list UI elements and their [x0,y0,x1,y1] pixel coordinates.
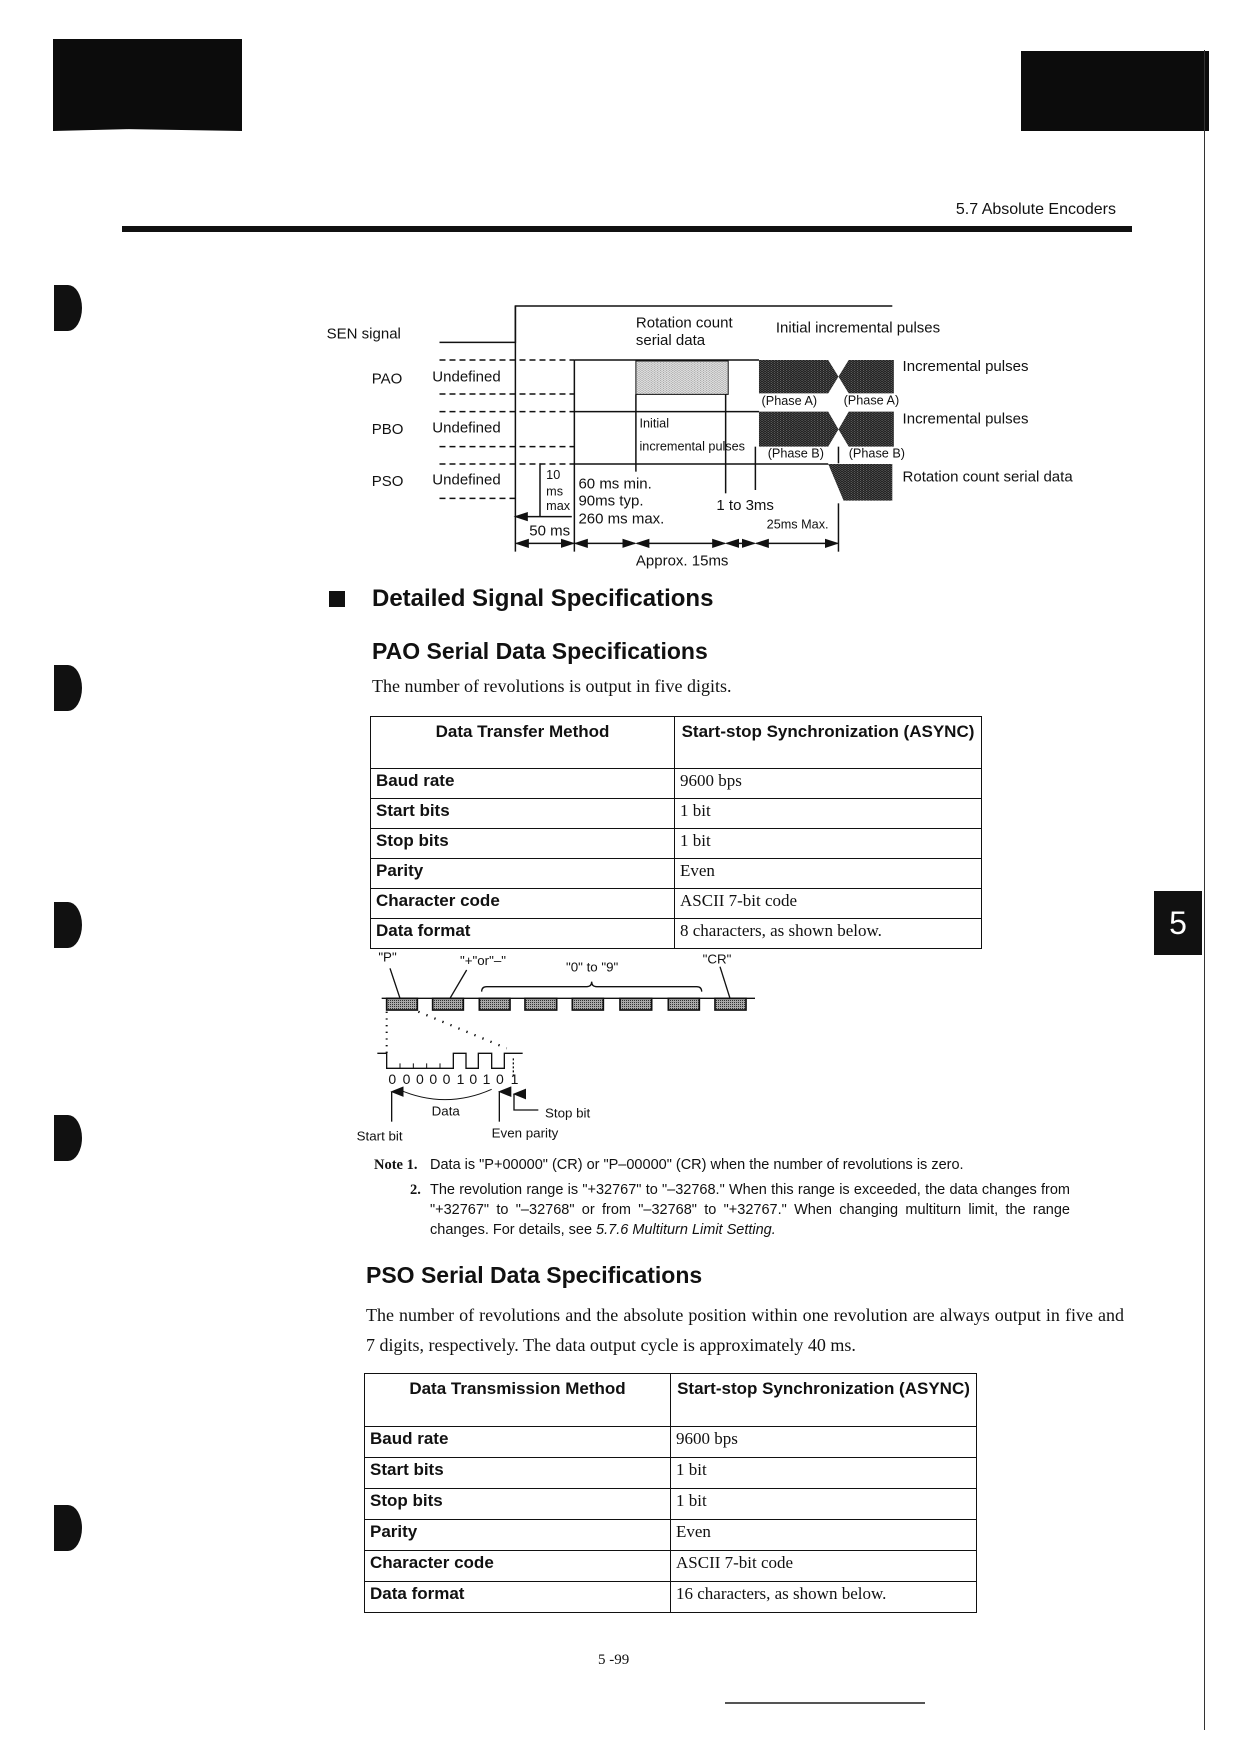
label-rotation-count: Rotation count [635,314,733,332]
table-row [371,769,982,799]
label-even-parity: Even parity [491,1125,559,1141]
table-row [371,889,982,919]
label-max: max [546,499,571,513]
label-1-3ms: 1 to 3ms [716,497,774,514]
pao-rotation-count-block [636,361,728,394]
label-pao: PAO [371,370,403,388]
table-row [371,799,982,829]
scan-mark-right [1021,51,1209,131]
row-key: Stop bits [371,829,675,859]
table-row [365,1427,977,1458]
label-initial: Initial [639,416,670,431]
bit-waveform [377,1053,522,1068]
binder-hole [54,1115,82,1161]
row-value: 9600 bps [675,769,982,799]
row-key: Parity [365,1520,671,1551]
table-header: Data Transmission Method [365,1374,671,1427]
pao-phase-a-pulse-2 [838,360,893,393]
label-p: "P" [378,950,397,965]
bit: 1 [482,1071,491,1087]
label-60ms: 60 ms min. [578,475,652,493]
row-key: Baud rate [365,1427,671,1458]
row-key: Character code [371,889,675,919]
note-reference: 5.7.6 Multiturn Limit Setting. [596,1222,776,1238]
running-header: 5.7 Absolute Encoders [955,201,1116,218]
label-start-bit: Start bit [356,1128,403,1144]
label-10: 10 [546,468,561,482]
label-undefined: Undefined [432,419,501,437]
pbo-phase-b-pulse [759,412,838,447]
table-header: Start-stop Synchronization (ASYNC) [675,717,982,769]
bit: 1 [456,1071,465,1087]
bit: 0 [469,1071,478,1087]
table-row [365,1551,977,1582]
table-row [365,1520,977,1551]
section-title: Detailed Signal Specifications [372,585,714,612]
label-incremental-pulses: Incremental pulses [902,358,1029,375]
bit: 0 [388,1071,397,1087]
binder-hole [54,665,82,711]
row-key: Data format [365,1582,671,1613]
label-25ms: 25ms Max. [766,517,829,532]
pao-phase-a-pulse [759,360,838,393]
row-key: Baud rate [371,769,675,799]
row-value: 1 bit [675,799,982,829]
bit: 0 [496,1071,504,1087]
table-row [365,1582,977,1613]
label-phase-b: (Phase B) [848,446,905,461]
pso-serial-block [828,464,892,501]
label-undefined: Undefined [432,471,501,489]
bit: 0 [429,1071,438,1087]
bit: 0 [402,1071,411,1087]
binder-hole [54,902,82,948]
row-key: Start bits [365,1458,671,1489]
label-phase-a: (Phase A) [761,394,818,408]
row-value: 8 characters, as shown below. [675,919,982,949]
table-header: Start-stop Synchronization (ASYNC) [671,1374,977,1427]
row-value: 1 bit [675,829,982,859]
pso-title: PSO Serial Data Specifications [366,1262,703,1288]
binder-hole [54,285,82,331]
row-value: Even [675,859,982,889]
label-digits: "0" to "9" [566,959,619,975]
label-rotation-serial: Rotation count serial data [902,468,1073,486]
pao-title: PAO Serial Data Specifications [372,638,708,664]
row-value: 1 bit [671,1489,977,1520]
row-value: 9600 bps [671,1427,977,1458]
label-initial-pulses: incremental pulses [639,439,746,454]
note-text: Data is "P+00000" (CR) or "P–00000" (CR) when the number of revolutions is zero. [430,1157,964,1173]
label-incremental-pulses: Incremental pulses [902,410,1029,428]
table-row [365,1489,977,1520]
label-cr: "CR" [702,951,732,967]
label-260ms: 260 ms max. [578,510,665,528]
table-row [371,859,982,889]
row-value: 1 bit [671,1458,977,1489]
bullet-square [329,591,345,607]
pao-intro: The number of revolutions is output in five digits. [372,676,732,696]
row-value: 16 characters, as shown below. [671,1582,977,1613]
note-label: Note 1. [374,1157,418,1173]
label-pso: PSO [371,473,404,490]
page-number: 5 -99 [598,1652,630,1668]
data-format-diagram [340,950,790,1150]
label-phase-b: (Phase B) [767,446,824,461]
pao-spec-table [370,716,982,949]
pso-spec-table [364,1373,977,1613]
label-phase-a: (Phase A) [843,393,900,408]
timing-diagram [300,290,1100,580]
row-key: Start bits [371,799,675,829]
table-header: Data Transfer Method [371,717,675,769]
row-key: Stop bits [365,1489,671,1520]
pso-intro: The number of revolutions and the absolute position within one revolution are always output in five and 7 digits, respectively. The data output cycle is approximately 40 ms. [366,1305,1124,1355]
header-rule [122,226,1132,232]
note-text: The revolution range is "+32767" to "–32768." When this range is exceeded, the data changes from "+32767" to "–32768" or from "–32768" to "+32767." When changing multiturn limit, the range changes. For details, see [430,1182,1070,1238]
label-ms: ms [546,484,564,499]
row-key: Parity [371,859,675,889]
label-approx-15ms: Approx. 15ms [635,552,729,570]
label-data: Data [431,1103,460,1119]
character-boxes [387,998,746,1010]
bit: 0 [442,1071,451,1087]
page-edge-line [1204,50,1205,1730]
pbo-phase-b-pulse-2 [838,412,893,447]
label-90ms: 90ms typ. [578,492,644,510]
scan-mark-left [53,39,242,131]
row-key: Character code [365,1551,671,1582]
note-label: 2. [410,1182,421,1198]
chapter-tab: 5 [1154,891,1202,955]
binder-hole [54,1505,82,1551]
row-value: Even [671,1520,977,1551]
label-pbo: PBO [371,421,404,438]
note-1 [374,1155,1074,1175]
label-sen: SEN signal [326,325,401,343]
scan-smudge [725,1702,925,1704]
table-row [371,919,982,949]
label-50ms: 50 ms [529,522,571,540]
label-sign: "+"or"–" [460,953,506,968]
label-undefined: Undefined [432,368,501,386]
label-initial-incremental: Initial incremental pulses [775,319,941,337]
row-value: ASCII 7-bit code [675,889,982,919]
note-2 [410,1180,1070,1240]
bit: 0 [416,1071,424,1087]
row-key: Data format [371,919,675,949]
label-stop-bit: Stop bit [545,1105,591,1121]
table-row [365,1458,977,1489]
row-value: ASCII 7-bit code [671,1551,977,1582]
label-serial-data: serial data [635,332,706,349]
table-row [371,829,982,859]
bit: 1 [510,1071,519,1087]
